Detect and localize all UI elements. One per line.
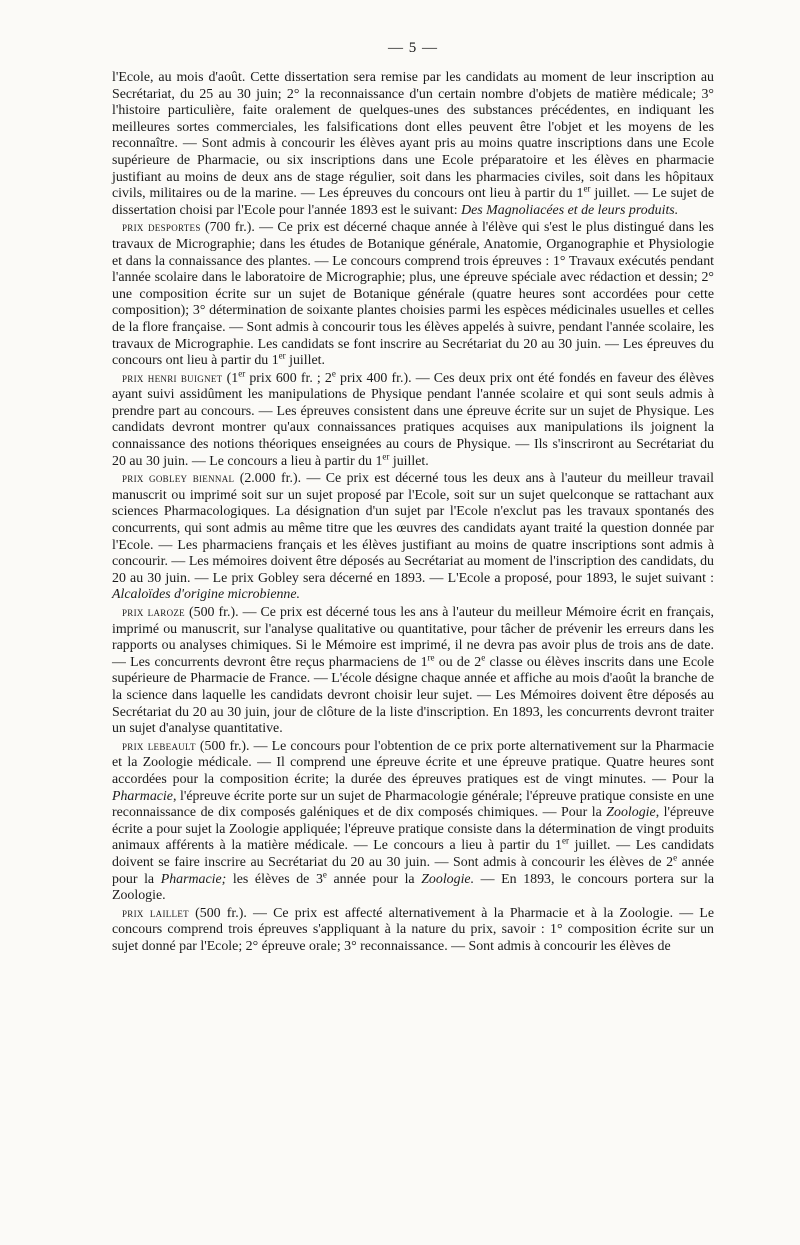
paragraph-text: , l'épreuve écrite porte sur un sujet de Pharmacologie générale; l'épreuve pratique consiste en une reconnaissance de dix composés galéniques et de dix composés chimiques. — Pour la [112,788,714,821]
paragraph-text: les élèves de 3 [226,871,323,887]
prize-amount-part: (1 [226,370,239,386]
body-text [112,70,714,955]
prize-amount [226,368,412,386]
paragraph-text: — Ce prix est décerné tous les deux ans à l'auteur du meilleur travail manuscrit ou imprimé soit sur un sujet proposé par l'Ecole, soit sur un sujet quelconque se rattachant aux sciences Pharmacologiques. La désignation d'un sujet par l'Ecole n'exclut pas les travaux spontanés des concurrents, qui sont admis au même titre que les œuvres des candidats ayant traité la question donnée par l'Ecole. — Les pharmaciens français et les élèves justifiant au moins de quatre inscriptions sont admis à concourir. — Les mémoires doivent être déposés au Secrétariat au moment de l'inscription des candidats, du 20 au 30 juin. — Le prix Gobley sera décerné en 1893. — L'Ecole a proposé, pour 1893, le sujet suivant : [112,471,714,586]
paragraph-prix-lebeault [112,738,714,905]
prize-amount: (500 fr.). [199,738,250,754]
paragraph-text: l'Ecole, au mois d'août. Cette dissertation sera remise par les candidats au moment de leur inscription au Secrétariat, du 25 au 30 juin; 2° la reconnaissance d'un certain nombre d'objets de matière médicale; 3° l'histoire particulière, faite oralement de quelques-unes des substances précédentes, en indiquant les meilleures sortes commerciales, les falsifications dont elles peuvent être l'objet et les moyens de les reconnaître. — Sont admis à concourir les élèves ayant pris au moins quatre inscriptions dans une Ecole supérieure de Pharmacie, ou six inscriptions dans une Ecole préparatoire et les élèves en pharmacie justifiant au moins de deux ans de stage régulier, soit dans les pharmacies civiles, soit dans les hôpitaux civils, militaires ou de la marine. — Les épreuves du concours ont lieu à partir du 1 [112,70,714,202]
italic-subject: Des Magnoliacées et de leurs produits. [461,202,679,218]
superscript: e [322,868,327,879]
paragraph-magnoliacees [112,70,714,219]
paragraph-prix-desportes [112,219,714,369]
paragraph-text: — Ce prix est affecté alternativement à la Pharmacie et à la Zoologie. — Le concours comprend trois épreuves s'appliquant à la nature du prix, savoir : 1° composition écrite sur un sujet donné par l'Ecole; 2° épreuve orale; 3° reconnaissance. — Sont admis à concourir les élèves de [112,905,714,954]
paragraph-prix-gobley [112,470,714,604]
superscript: er [561,835,569,846]
superscript: re [427,652,435,663]
paragraph-text: classe ou élèves inscrits dans une Ecole supérieure de Pharmacie de France. — L'école désigne chaque année et affiche au mois d'août la branche de la science dans laquelle les candidats devront choisir leur sujet. — Les Mémoires doivent être déposés au Secrétariat du 20 au 30 juin, jour de clôture de la liste d'inscription. En 1893, les concurrents devront traiter un sujet d'analyse quantitative. [112,654,714,737]
superscript: e [331,368,336,379]
superscript: e [673,852,678,863]
paragraph-text: juillet. [389,453,429,469]
paragraph-prix-henri-buignet [112,370,714,471]
italic-term: Zoologie. [421,871,475,887]
superscript: er [238,368,246,379]
paragraph-text: , l'épreuve écrite a pour sujet la Zoologie appliquée; l'épreuve pratique consiste dans la détermination de vingt produits animaux afférents à la matière médicale. — Le concours a lieu à partir du 1 [112,805,715,854]
prize-amount: (700 fr.). [204,220,255,236]
italic-subject: Alcaloïdes d'origine microbienne. [112,587,301,603]
prize-amount-part: prix 600 fr. ; 2 [245,370,332,386]
prize-name: prix laillet [122,905,189,920]
prize-name: prix henri buignet [122,370,223,385]
paragraph-text: — Ce prix est décerné tous les ans à l'auteur du meilleur Mémoire écrit en français, imprimé ou manuscrit, sur l'analyse qualitative ou quantitative, pour tâcher de prévenir les erreurs dans les rapports ou analyses chimiques. Si le Mémoire est imprimé, il ne devra pas avoir plus de trois ans de date. — Les concurrents devront être reçus pharmaciens de 1 [112,605,714,670]
paragraph-text: — Ces deux prix ont été fondés en faveur des élèves ayant suivi assidûment les manipulations de Physique pendant l'année scolaire et qui sont seuls admis à prendre part au concours. — Les épreuves consistent dans une épreuve écrite sur un sujet de Physique. Les candidats devront montrer qu'aux connaissances pratiques acquises aux manipulations ils joignent la connaissance des notions théoriques enseignées au cours de Physique. — Ils s'inscriront au Secrétariat du 20 au 30 juin. — Le concours a lieu à partir du 1 [112,370,714,469]
paragraph-prix-laillet [112,905,714,956]
prize-amount: (2.000 fr.). [239,471,302,487]
paragraph-text: — En 1893, le concours portera sur la Zoologie. [112,871,714,904]
paragraph-text: juillet. — Le sujet de dissertation choisi par l'Ecole pour l'année 1893 est le suivant: [112,186,714,218]
prize-amount: (500 fr.). [189,605,239,620]
prize-amount: (500 fr.). [195,905,247,921]
prize-amount-part: prix 400 fr.). [335,370,412,386]
prize-name: prix desportes [122,220,201,235]
italic-term: Pharmacie; [160,871,227,887]
italic-term: Pharmacie [112,788,173,804]
paragraph-text: ou de 2 [434,654,482,670]
paragraph-text: juillet. [285,353,325,369]
paragraph-text: année pour la [112,854,715,887]
paragraph-prix-laroze [112,604,714,738]
paragraph-text: — Ce prix est décerné chaque année à l'élève qui s'est le plus distingué dans les travaux de Micrographie; dans les études de Botanique générale, Anatomie, Organographie et Physiologie et dans la connaissance des plantes. — Le concours comprend trois épreuves : 1° Travaux exécutés pendant l'année scolaire dans le laboratoire de Micrographie; plus, une épreuve spéciale avec rédaction et dessin; 2° une composition écrite sur un sujet de Botanique générale (quatre heures sont accordées pour cette composition); 3° détermination de soixante plantes choisies parmi les espèces médicinales usuelles et celles de la flore française. — Sont admis à concourir tous les élèves appelés à suivre, pendant l'année scolaire, les travaux de Micrographie. Les candidats se font inscrire au Secrétariat du 20 au 30 juin. — Les épreuves du concours ont lieu à partir du 1 [112,220,714,369]
paragraph-text: année pour la [326,871,422,887]
prize-name: prix lebeault [122,738,196,753]
superscript: er [278,350,286,361]
superscript: e [481,652,486,663]
paragraph-text: juillet. — Les candidats doivent se faire inscrire au Secrétariat du 20 au 30 juin. — Sont admis à concourir les élèves de 2 [112,838,714,870]
page-number: — 5 — [388,40,438,56]
superscript: er [382,451,390,462]
superscript: er [583,183,591,194]
prize-name: prix gobley biennal [122,471,235,486]
prize-name: prix laroze [122,605,185,619]
italic-term: Zoologie [606,805,656,821]
paragraph-text: — Le concours pour l'obtention de ce prix porte alternativement sur la Pharmacie et la Zoologie médicale. — Il comprend une épreuve écrite et une épreuve pratique. Quatre heures sont accordées pour la composition écrite; la durée des épreuves pratiques est de vingt minutes. — Pour la [112,738,714,787]
